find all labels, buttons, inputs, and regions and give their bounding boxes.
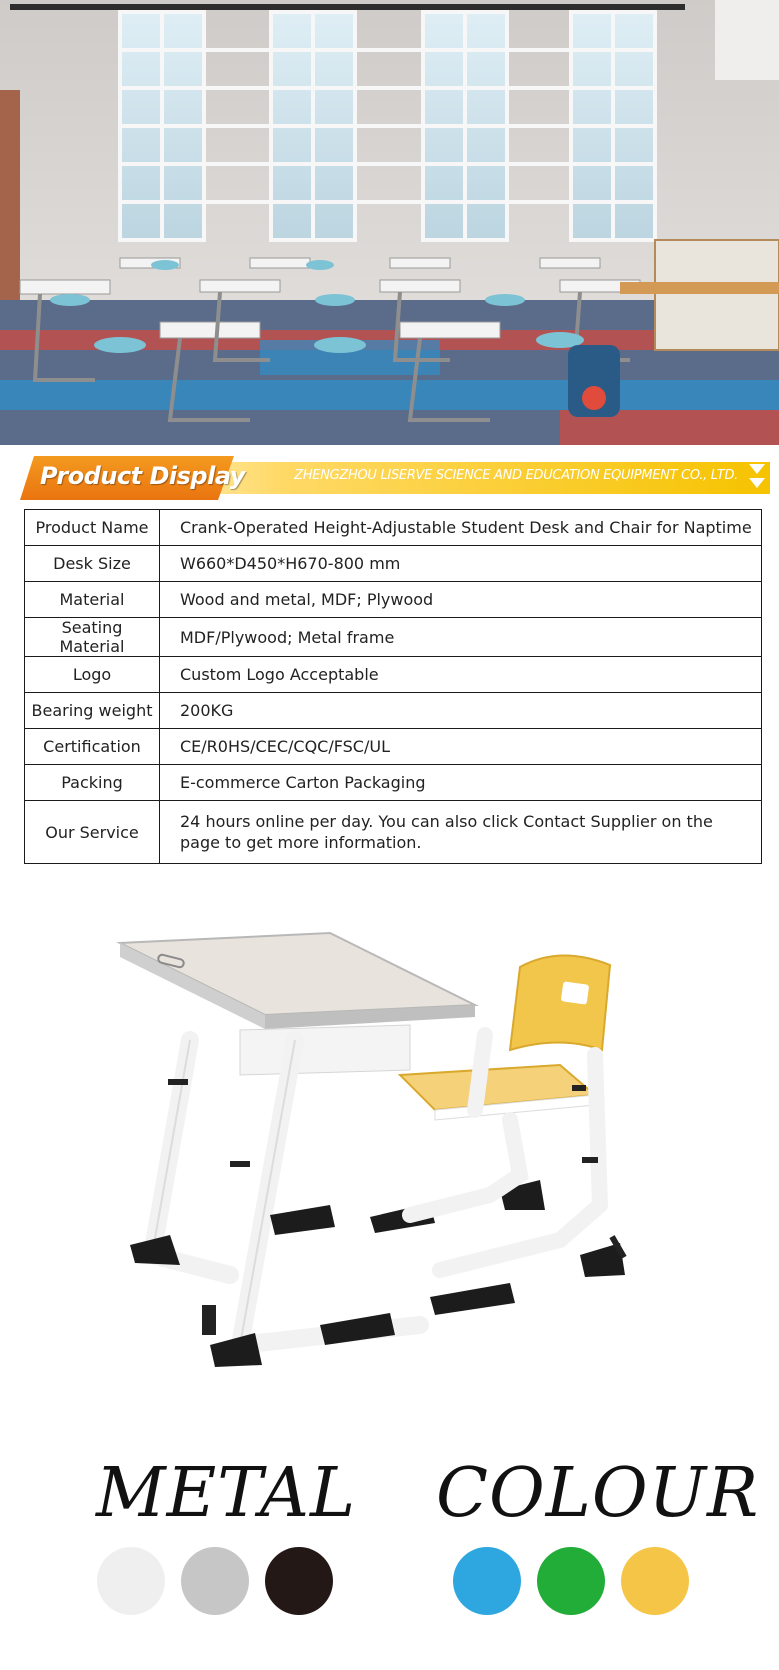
table-row xyxy=(25,765,762,801)
spec-value: W660*D450*H670-800 mm xyxy=(160,546,762,582)
table-row xyxy=(25,729,762,765)
spec-label: Product Name xyxy=(25,510,160,546)
spec-label: Bearing weight xyxy=(25,693,160,729)
colour-swatches xyxy=(453,1547,689,1615)
metal-swatches xyxy=(97,1547,333,1615)
colour-swatch-blue xyxy=(453,1547,521,1615)
spec-label: Certification xyxy=(25,729,160,765)
metal-swatch-black xyxy=(265,1547,333,1615)
spec-value: CE/R0HS/CEC/CQC/FSC/UL xyxy=(160,729,762,765)
product-image xyxy=(90,905,702,1465)
table-row xyxy=(25,582,762,618)
table-row xyxy=(25,801,762,864)
banner-title: Product Display xyxy=(40,462,245,490)
colour-heading: COLOUR xyxy=(436,1454,760,1533)
classroom-photo xyxy=(0,0,779,445)
spec-value: Crank-Operated Height-Adjustable Student Desk and Chair for Naptime xyxy=(160,510,762,546)
product-display-banner xyxy=(20,456,770,500)
metal-heading: METAL xyxy=(96,1454,357,1533)
metal-swatch-grey xyxy=(181,1547,249,1615)
spec-label: Seating Material xyxy=(25,618,160,657)
spec-value: MDF/Plywood; Metal frame xyxy=(160,618,762,657)
table-row xyxy=(25,510,762,546)
company-name: ZHENGZHOU LISERVE SCIENCE AND EDUCATION EQUIPMENT CO., LTD. xyxy=(294,468,738,483)
spec-label: Our Service xyxy=(25,801,160,864)
metal-swatch-white xyxy=(97,1547,165,1615)
spec-label: Logo xyxy=(25,657,160,693)
spec-label: Desk Size xyxy=(25,546,160,582)
table-row xyxy=(25,657,762,693)
spec-value: 24 hours online per day. You can also click Contact Supplier on the page to get more information. xyxy=(160,801,762,864)
chevron-down-icon xyxy=(748,462,766,492)
spec-table xyxy=(24,509,762,864)
spec-label: Packing xyxy=(25,765,160,801)
spec-value: Custom Logo Acceptable xyxy=(160,657,762,693)
colour-swatch-green xyxy=(537,1547,605,1615)
spec-label: Material xyxy=(25,582,160,618)
spec-value: 200KG xyxy=(160,693,762,729)
colour-swatch-yellow xyxy=(621,1547,689,1615)
table-row xyxy=(25,546,762,582)
table-row xyxy=(25,693,762,729)
spec-value: Wood and metal, MDF; Plywood xyxy=(160,582,762,618)
spec-value: E-commerce Carton Packaging xyxy=(160,765,762,801)
table-row xyxy=(25,618,762,657)
